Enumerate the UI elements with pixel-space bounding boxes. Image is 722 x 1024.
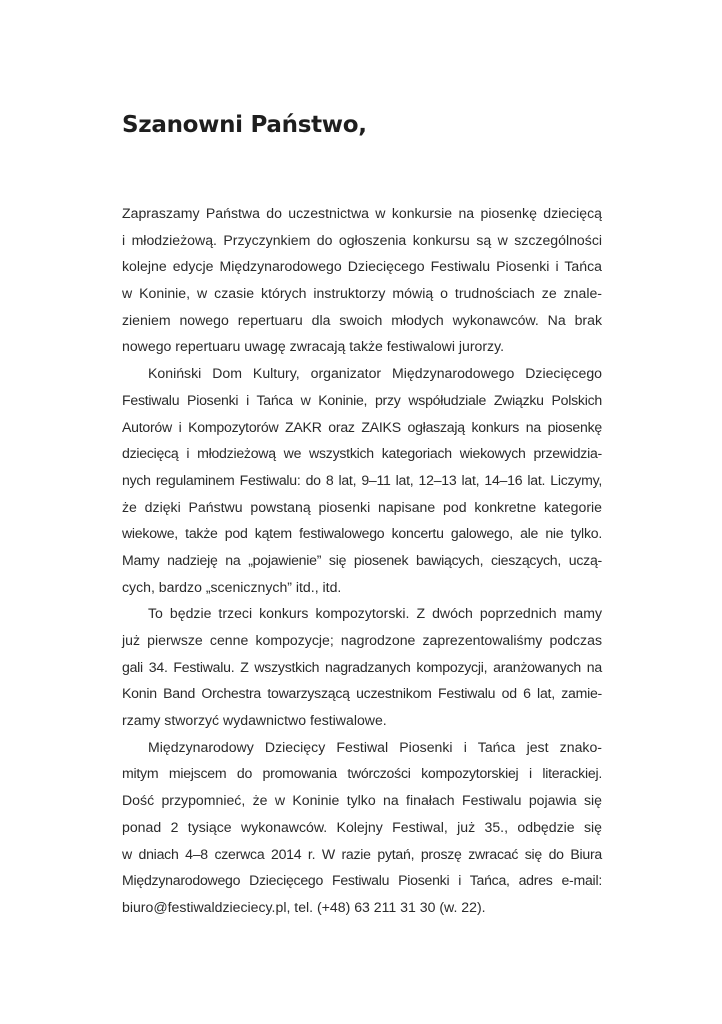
text-line: nowego repertuaru uwagę zwracają także festiwalowi jurorzy. (122, 338, 505, 355)
paragraph-4 (122, 734, 602, 921)
text-line: i młodzieżową. Przyczynkiem do ogłoszenia konkursu są w szczególności (122, 231, 602, 248)
text-line: Dość przypomnieć, że w Koninie tylko na finałach Festiwalu pojawia się (122, 792, 602, 809)
text-line: biuro@festiwaldzieciecy.pl, tel. (+48) 63 211 31 30 (w. 22). (122, 898, 486, 915)
paragraph-2 (122, 360, 602, 600)
paragraph-3 (122, 600, 602, 733)
text-line: w dniach 4–8 czerwca 2014 r. W razie pytań, proszę zwracać się do Biura (122, 845, 602, 862)
text-line: rzamy stworzyć wydawnictwo festiwalowe. (122, 712, 387, 729)
letter-body (122, 200, 602, 921)
paragraph-1 (122, 200, 602, 360)
text-line: już pierwsze cenne kompozycje; nagrodzone zaprezentowaliśmy podczas (122, 632, 602, 648)
text-line: Zapraszamy Państwa do uczestnictwa w konkursie na piosenkę dziecięcą (122, 205, 602, 221)
text-line: w Koninie, w czasie których instruktorzy mówią o trudnościach ze znale- (122, 285, 602, 302)
text-line: Festiwalu Piosenki i Tańca w Koninie, przy współudziale Związku Polskich (122, 391, 602, 408)
text-line: Mamy nadzieję na „pojawienie” się piosenek bawiących, cieszących, uczą- (122, 551, 602, 568)
text-line: ponad 2 tysiące wykonawców. Kolejny Festiwal, już 35., odbędzie się (122, 818, 602, 835)
text-line: cych, bardzo „scenicznych” itd., itd. (122, 578, 342, 595)
text-line: Konin Band Orchestra towarzyszącą uczestnikom Festiwalu od 6 lat, zamie- (122, 685, 602, 702)
text-line: Koniński Dom Kultury, organizator Międzynarodowego Dziecięcego (148, 365, 602, 382)
text-line: gali 34. Festiwalu. Z wszystkich nagradzanych kompozycji, aranżowanych na (122, 658, 602, 675)
text-line: wiekowe, także pod kątem festiwalowego koncertu galowego, ale nie tylko. (122, 525, 602, 542)
text-line: że dzięki Państwu powstaną piosenki napisane pod konkretne kategorie (122, 498, 602, 515)
text-line: dziecięcą i młodzieżową we wszystkich kategoriach wiekowych przewidzia- (122, 445, 602, 462)
text-line: kolejne edycje Międzynarodowego Dziecięcego Festiwalu Piosenki i Tańca (122, 258, 602, 275)
text-line: Międzynarodowy Dziecięcy Festiwal Piosenki i Tańca jest znako- (148, 738, 602, 755)
text-line: Autorów i Kompozytorów ZAKR oraz ZAIKS ogłaszają konkurs na piosenkę (122, 418, 602, 435)
text-line: Międzynarodowego Dziecięcego Festiwalu Piosenki i Tańca, adres e-mail: (122, 872, 602, 889)
text-line: To będzie trzeci konkurs kompozytorski. Z dwóch poprzednich mamy (148, 605, 602, 622)
text-line: zieniem nowego repertuaru dla swoich młodych wykonawców. Na brak (122, 311, 602, 328)
text-line: mitym miejscem do promowania twórczości kompozytorskiej i literackiej. (122, 765, 602, 782)
text-line: nych regulaminem Festiwalu: do 8 lat, 9–11 lat, 12–13 lat, 14–16 lat. Liczymy, (122, 471, 602, 488)
letter-greeting: Szanowni Państwo, (122, 112, 367, 138)
